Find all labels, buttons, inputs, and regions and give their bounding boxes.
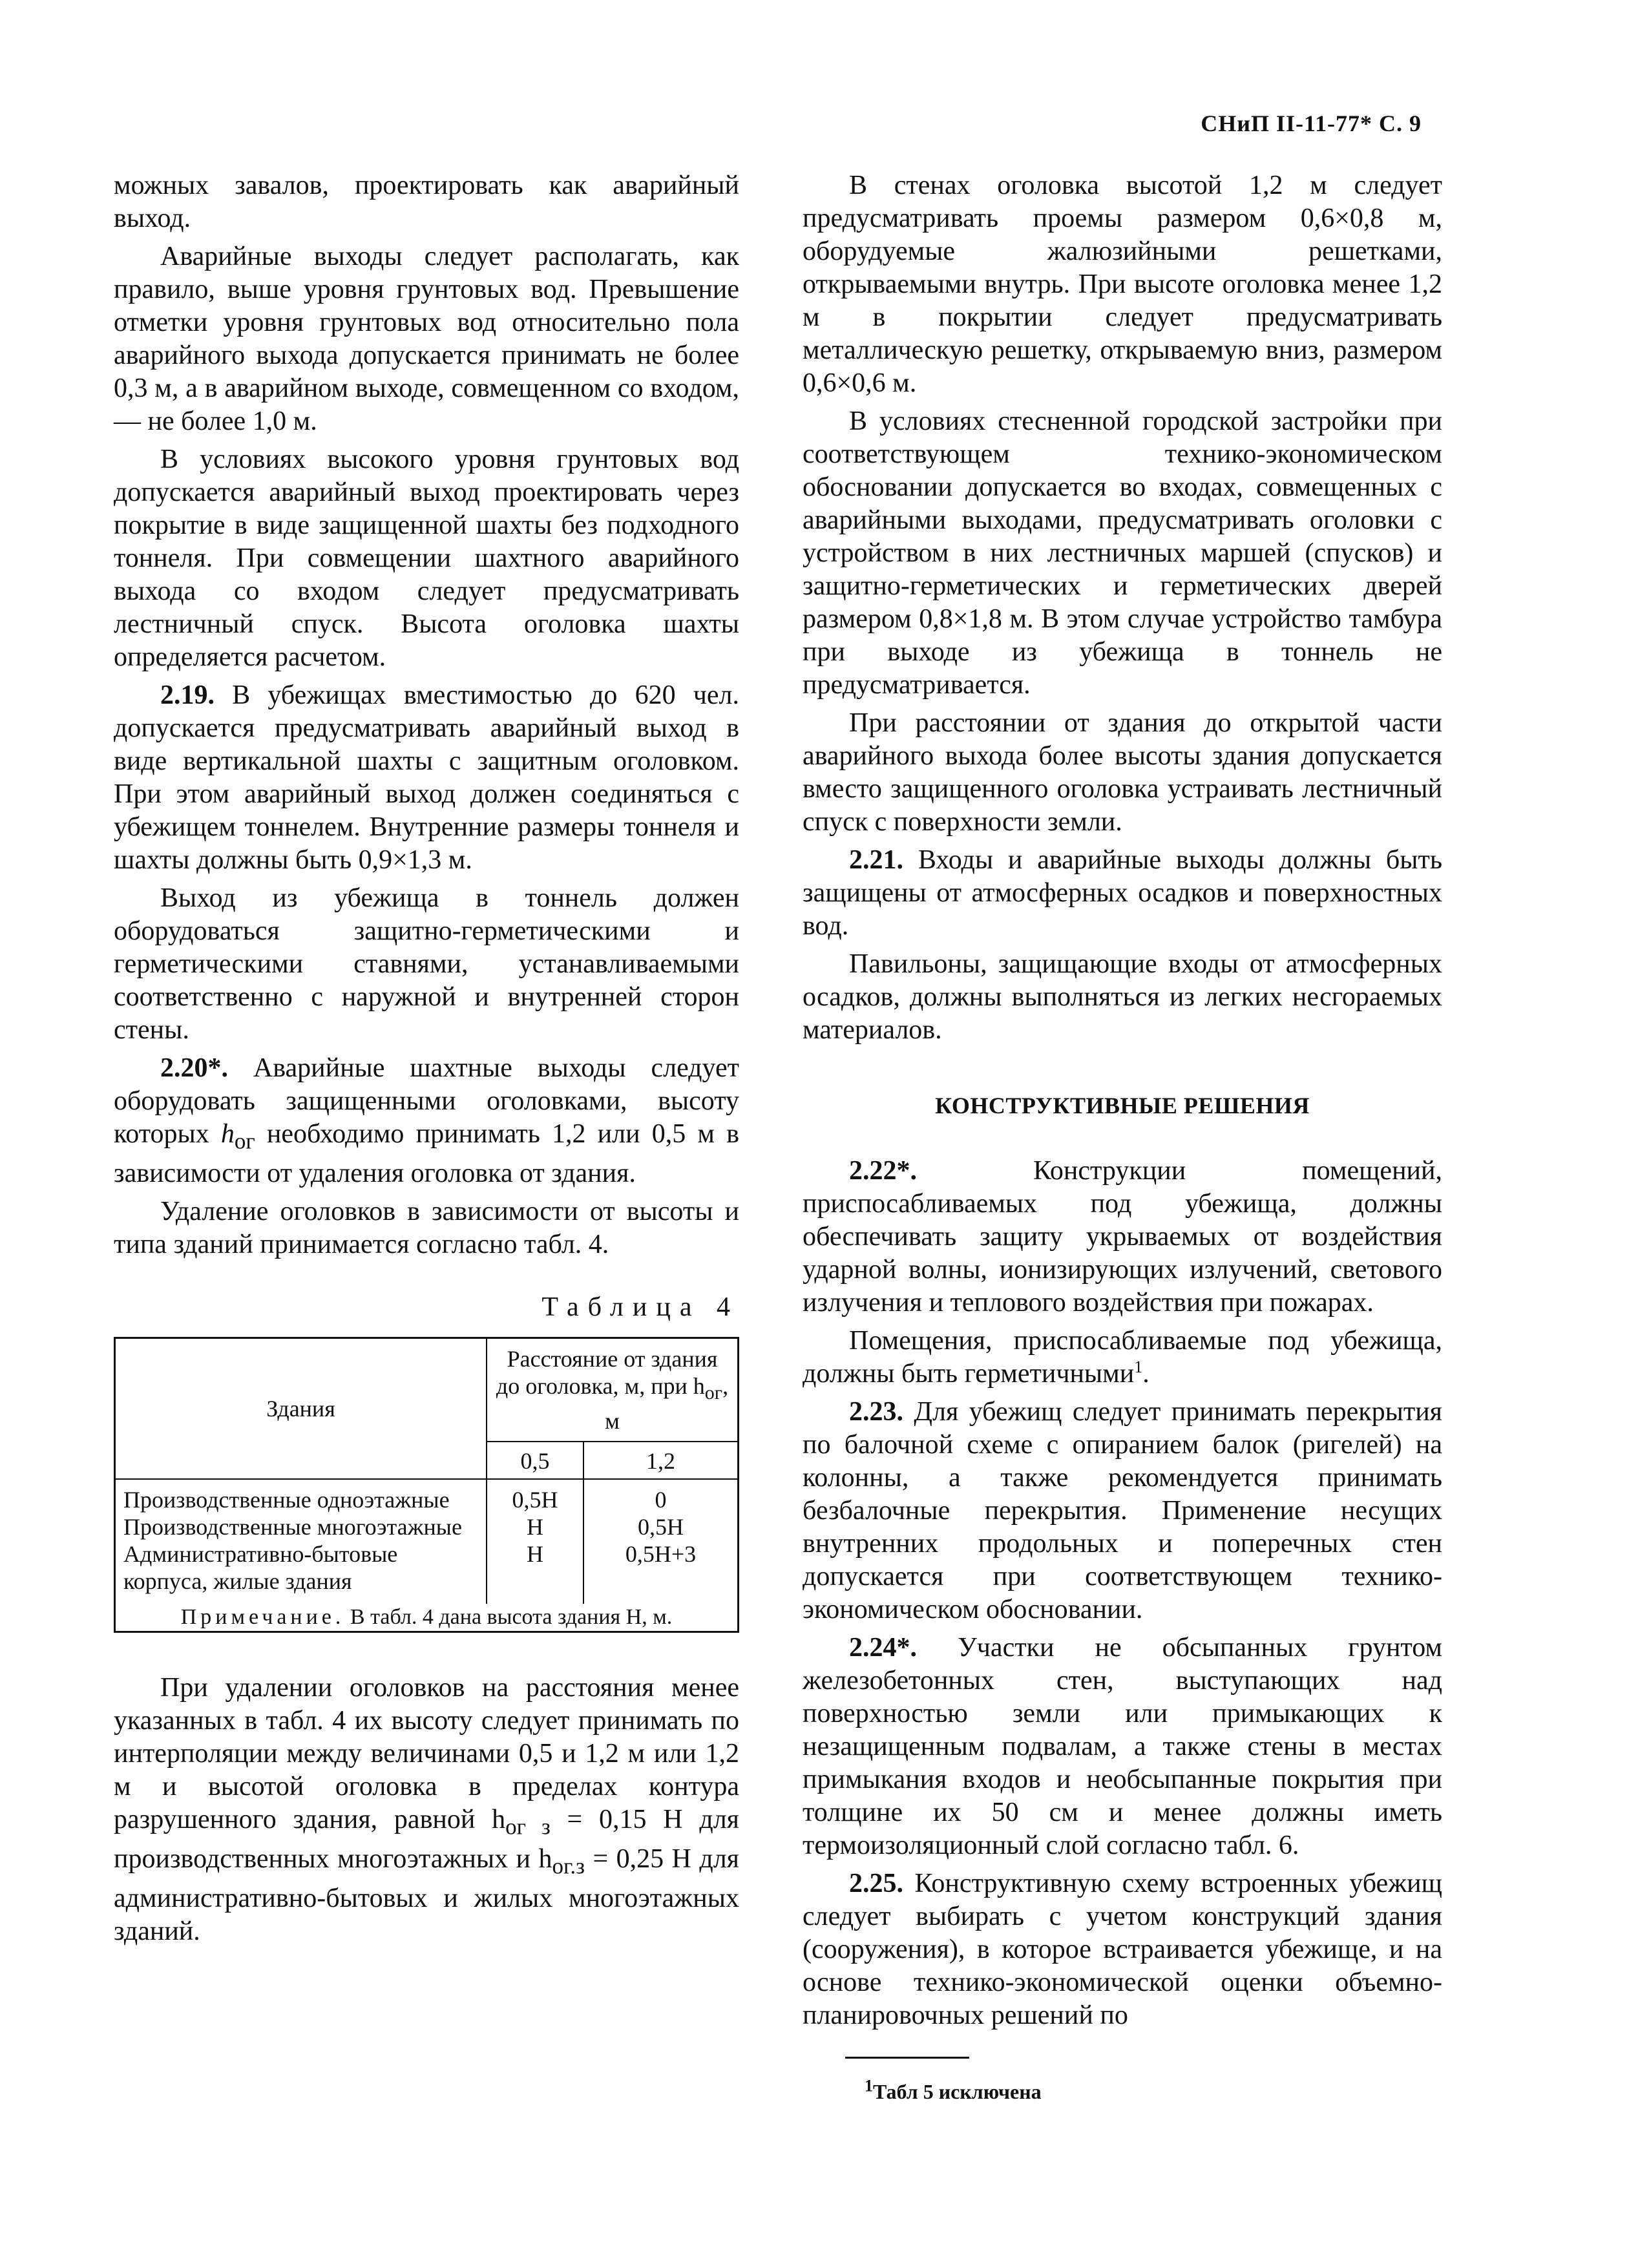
text: . [1142, 1359, 1150, 1389]
paragraph: При расстоянии от здания до открытой части аварийного выхода более высоты здания допускается вместо защищенного оголовка устраивать лестничный спуск с поверхности земли. [803, 708, 1442, 837]
clause-number: 2.21. [849, 845, 903, 875]
paragraph: Павильоны, защищающие входы от атмосферных осадков, должны выполняться из легких несгораемых материалов. [803, 949, 1442, 1045]
footnote [803, 2075, 1442, 2108]
clause-number: 2.23. [849, 1397, 903, 1427]
paragraph: можных завалов, проектировать как аварийный выход. [114, 171, 739, 233]
clause-number: 2.25. [849, 1869, 903, 1898]
table-4 [114, 1337, 739, 1632]
subscript: ог [704, 1382, 723, 1404]
header-distance [487, 1339, 737, 1441]
footnote-divider [845, 2057, 969, 2059]
paragraph-2-23 [803, 1396, 1442, 1626]
clause-text: Входы и аварийные выходы должны быть защищены от атмосферных осадков и поверхностных вод. [803, 845, 1442, 941]
left-column [114, 169, 739, 1948]
header-text: , м [605, 1373, 729, 1434]
footnote-mark: 1 [865, 2076, 873, 2095]
paragraph [803, 1325, 1442, 1391]
clause-text: В убежищах вместимостью до 620 чел. допускается предусматривать аварийный выход в виде вертикальной шахты с защитным оголовком. При этом аварийный выход должен соединяться с убежищем тоннелем. Внутренние размеры тоннеля и шахты должны быть 0,9×1,3 м. [114, 680, 739, 875]
cell-value: 0 [655, 1486, 667, 1513]
clause-text: Конструктивную схему встроенных убежищ следует выбирать с учетом конструкций здания (сооружения), в которое встраивается убежище, и на основе технико-экономической оценки объемно-планировочных решений по [803, 1869, 1442, 2030]
cell-value: H [487, 1513, 583, 1540]
paragraph-2-21 [803, 844, 1442, 943]
note-text: В табл. 4 дана высота здания H, м. [344, 1604, 673, 1629]
paragraph: Аварийные выходы следует располагать, как правило, выше уровня грунтовых вод. Превышение отметки уровня грунтовых вод относительно пола аварийного выхода допускается принимать не более 0,3 м, а в аварийном выходе, совмещенном со входом, — не более 1,0 м. [114, 242, 739, 436]
cell-value: 0,5H+3 [625, 1540, 697, 1567]
text: = 0,25 H для административно-бытовых и жилых многоэтажных зданий. [114, 1843, 739, 1947]
text: При удалении оголовков на расстояния менее указанных в табл. 4 их высоту следует принимать по интерполяции между величинами 0,5 и 1,2 м или 1,2 м и высотой оголовка в пределах контура разрушенного здания, равной h [114, 1672, 739, 1834]
paragraph-2-20 [114, 1052, 739, 1190]
clause-text: необходимо принимать 1,2 или 0,5 м в зависимости от удаления оголовка от здания. [114, 1119, 739, 1189]
clause-number: 2.24*. [849, 1633, 917, 1663]
footnote-ref: 1 [1134, 1358, 1143, 1376]
clause-text: Конструкции помещений, приспосабливаемых под убежища, должны обеспечивать защиту укрываемых от воздействия ударной волны, ионизирующих излучений, светового излучения и теплового воздействия при пожарах. [803, 1156, 1442, 1318]
header-1-2: 1,2 [583, 1442, 737, 1479]
subscript: ог [234, 1128, 255, 1154]
clause-text: Аварийные шахтные выходы следует оборудовать защищенными оголовками, высоту которых [114, 1053, 739, 1149]
paragraph-2-25 [803, 1867, 1442, 2032]
text: = 0,15 H для производственных многоэтажных и h [114, 1804, 739, 1874]
paragraph: Выход из убежища в тоннель должен оборудоваться защитно-герметическими и герметическими ставнями, устанавливаемыми соответственно с наружной и внутренней сторон стены. [114, 883, 739, 1045]
header-0-5: 0,5 [487, 1442, 583, 1479]
table-row [116, 1479, 737, 1513]
footnote-text: Табл 5 исключена [873, 2080, 1042, 2103]
text: Помещения, приспосабливаемые под убежища, должны быть герметичными [803, 1326, 1442, 1389]
variable-h: h [220, 1119, 235, 1149]
paragraph [114, 1672, 739, 1949]
table-caption: Таблица 4 [541, 1292, 739, 1323]
note-label: Примечание. [180, 1604, 345, 1629]
paragraph-2-24 [803, 1632, 1442, 1862]
cell-building: Производственные одноэтажные [116, 1479, 487, 1513]
clause-text: Участки не обсыпанных грунтом железобетонных стен, выступающих над поверхностью земли или примыкающих к незащищенным подвалам, а также стены в местах примыкания входов и необсыпанные покрытия при толщине их 50 см и менее должны иметь термоизоляционный слой согласно табл. 6. [803, 1633, 1442, 1860]
right-column [803, 169, 1442, 2108]
cell-building: Производственные многоэтажные [116, 1513, 487, 1540]
table-row [116, 1540, 737, 1604]
cell-value: 0,5H [638, 1513, 684, 1540]
section-title: КОНСТРУКТИВНЫЕ РЕШЕНИЯ [935, 1093, 1310, 1118]
paragraph: В условиях стесненной городской застройки при соответствующем технико-экономическом обосновании допускается во входах, совмещенных с аварийными выходами, предусматривать оголовки с устройством в них лестничных маршей (спусков) и защитно-герметических и герметических дверей размером 0,8×1,8 м. В этом случае устройство тамбура при выходе из убежища в тоннель не предусматривается. [803, 406, 1442, 700]
paragraph: Удаление оголовков в зависимости от высоты и типа зданий принимается согласно табл. 4. [114, 1197, 739, 1260]
subscript: ог з [505, 1813, 551, 1839]
table-note [116, 1604, 737, 1631]
subscript: ог.з [552, 1853, 585, 1879]
cell-building: Административно-бытовые корпуса, жилые здания [116, 1540, 487, 1604]
header-buildings: Здания [116, 1339, 487, 1478]
clause-number: 2.19. [160, 680, 215, 710]
paragraph: В стенах оголовка высотой 1,2 м следует предусматривать проемы размером 0,6×0,8 м, оборудуемые жалюзийными решетками, открываемыми внутрь. При высоте оголовка менее 1,2 м в покрытии следует предусматривать металлическую решетку, открываемую вниз, размером 0,6×0,6 м. [803, 171, 1442, 398]
paragraph: В условиях высокого уровня грунтовых вод допускается аварийный выход проектировать через покрытие в виде защищенной шахты без подходного тоннеля. При совмещении шахтного аварийного выхода со входом следует предусматривать лестничный спуск. Высота оголовка шахты определяется расчетом. [114, 445, 739, 672]
header-text: Расстояние от здания до оголовка, м, при h [496, 1346, 718, 1400]
cell-value: 0,5H [487, 1479, 583, 1513]
clause-number: 2.22*. [849, 1156, 917, 1186]
clause-text: Для убежищ следует принимать перекрытия по балочной схеме с опиранием балок (ригелей) на колонны, а также рекомендуется принимать безбалочные перекрытия. Применение несущих внутренних продольных и поперечных стен допускается при соответствующем технико-экономическом обосновании. [803, 1397, 1442, 1624]
page-header: СНиП II-11-77* С. 9 [1201, 110, 1422, 136]
cell-value: H [487, 1540, 583, 1604]
clause-number: 2.20*. [160, 1053, 228, 1083]
paragraph-2-22 [803, 1155, 1442, 1319]
table-row [116, 1513, 737, 1540]
paragraph-2-19 [114, 679, 739, 877]
